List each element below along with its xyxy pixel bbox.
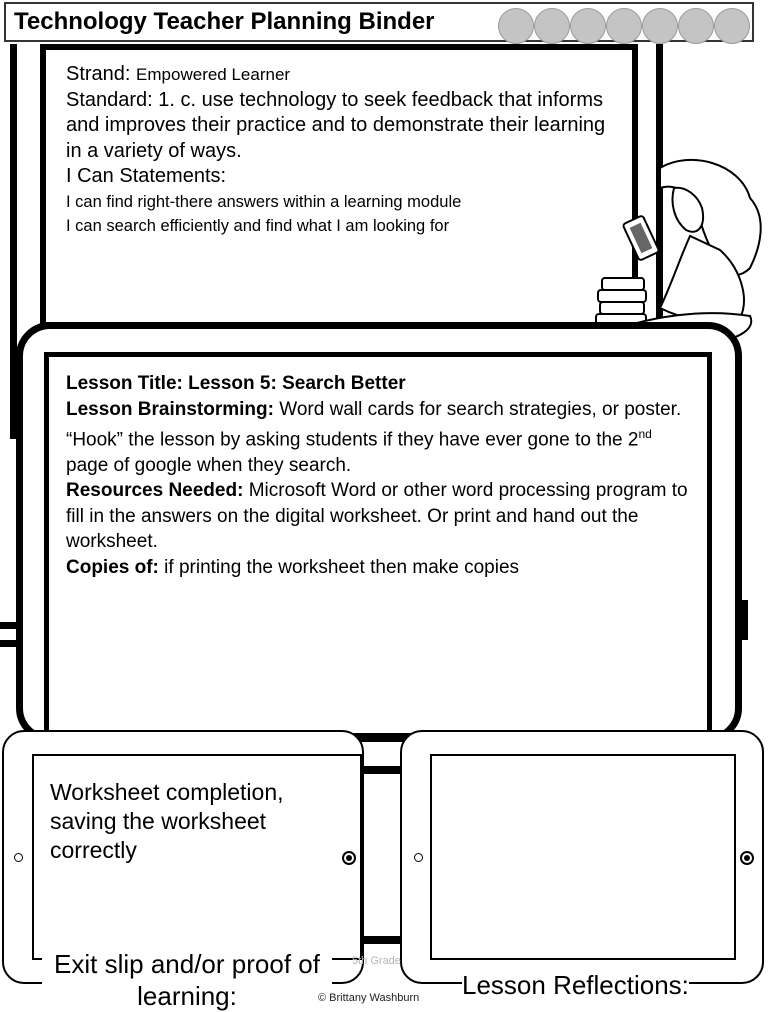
lesson-title-value: Lesson 5: Search Better [188, 373, 406, 394]
grade-label: 5th Grade [352, 955, 401, 967]
progress-dot [534, 8, 570, 44]
exit-slip-caption-text: Exit slip and/or proof of learning: [54, 949, 320, 1011]
lesson-title-label: Lesson Title: [66, 373, 183, 394]
home-button-icon [414, 853, 423, 862]
reflections-caption: Lesson Reflections: [462, 970, 689, 1000]
progress-dot [570, 8, 606, 44]
home-button-icon [14, 853, 23, 862]
resources-text: Microsoft Word or other word processing program to fill in the answers on the digital worksheet. Or print and hand out the worksheet. [66, 480, 688, 553]
lesson-content [66, 371, 696, 580]
lesson-title-line [66, 371, 696, 397]
brainstorm-superscript: nd [638, 427, 652, 441]
resources-line [66, 478, 696, 555]
progress-dot [498, 8, 534, 44]
progress-dot [642, 8, 678, 44]
progress-dot [606, 8, 642, 44]
progress-dot [714, 8, 750, 44]
brainstorm-text-end: page of google when they search. [66, 454, 352, 476]
brainstorm-label: Lesson Brainstorming: [66, 398, 274, 420]
brainstorm-text: Word wall cards for search strategies, or poster. “Hook” the lesson by asking students if they have ever gone to the 2 [66, 398, 682, 451]
connector-bar [360, 936, 405, 944]
strand-label: Strand: [66, 63, 131, 85]
strand-line [66, 62, 606, 88]
i-can-statement: I can find right-there answers within a learning module [66, 192, 462, 211]
copyright: © Brittany Washburn [318, 992, 420, 1004]
strand-value: Empowered Learner [136, 65, 291, 84]
copies-label: Copies of: [66, 556, 159, 578]
standard-content [66, 62, 606, 238]
camera-icon [342, 851, 356, 865]
standard-text: 1. c. use technology to seek feedback that informs and improves their practice and to demonstrate their learning in a variety of ways. [66, 88, 606, 162]
reflections-screen [430, 754, 736, 960]
copies-line [66, 555, 696, 581]
standard-label: Standard: [66, 88, 153, 111]
standard-line [66, 88, 606, 165]
copies-text: if printing the worksheet then make copies [164, 556, 520, 578]
brainstorm-line [66, 397, 696, 479]
exit-slip-caption [42, 948, 332, 1012]
page-title: Technology Teacher Planning Binder [14, 8, 435, 35]
resources-label: Resources Needed: [66, 480, 244, 502]
exit-slip-content: Worksheet completion, saving the worksheet correctly [50, 779, 284, 863]
i-can-statement: I can search efficiently and find what I am looking for [66, 216, 450, 235]
i-can-heading: I Can Statements: [66, 165, 227, 187]
camera-icon [740, 851, 754, 865]
connector-bar [360, 766, 405, 774]
progress-dot [678, 8, 714, 44]
